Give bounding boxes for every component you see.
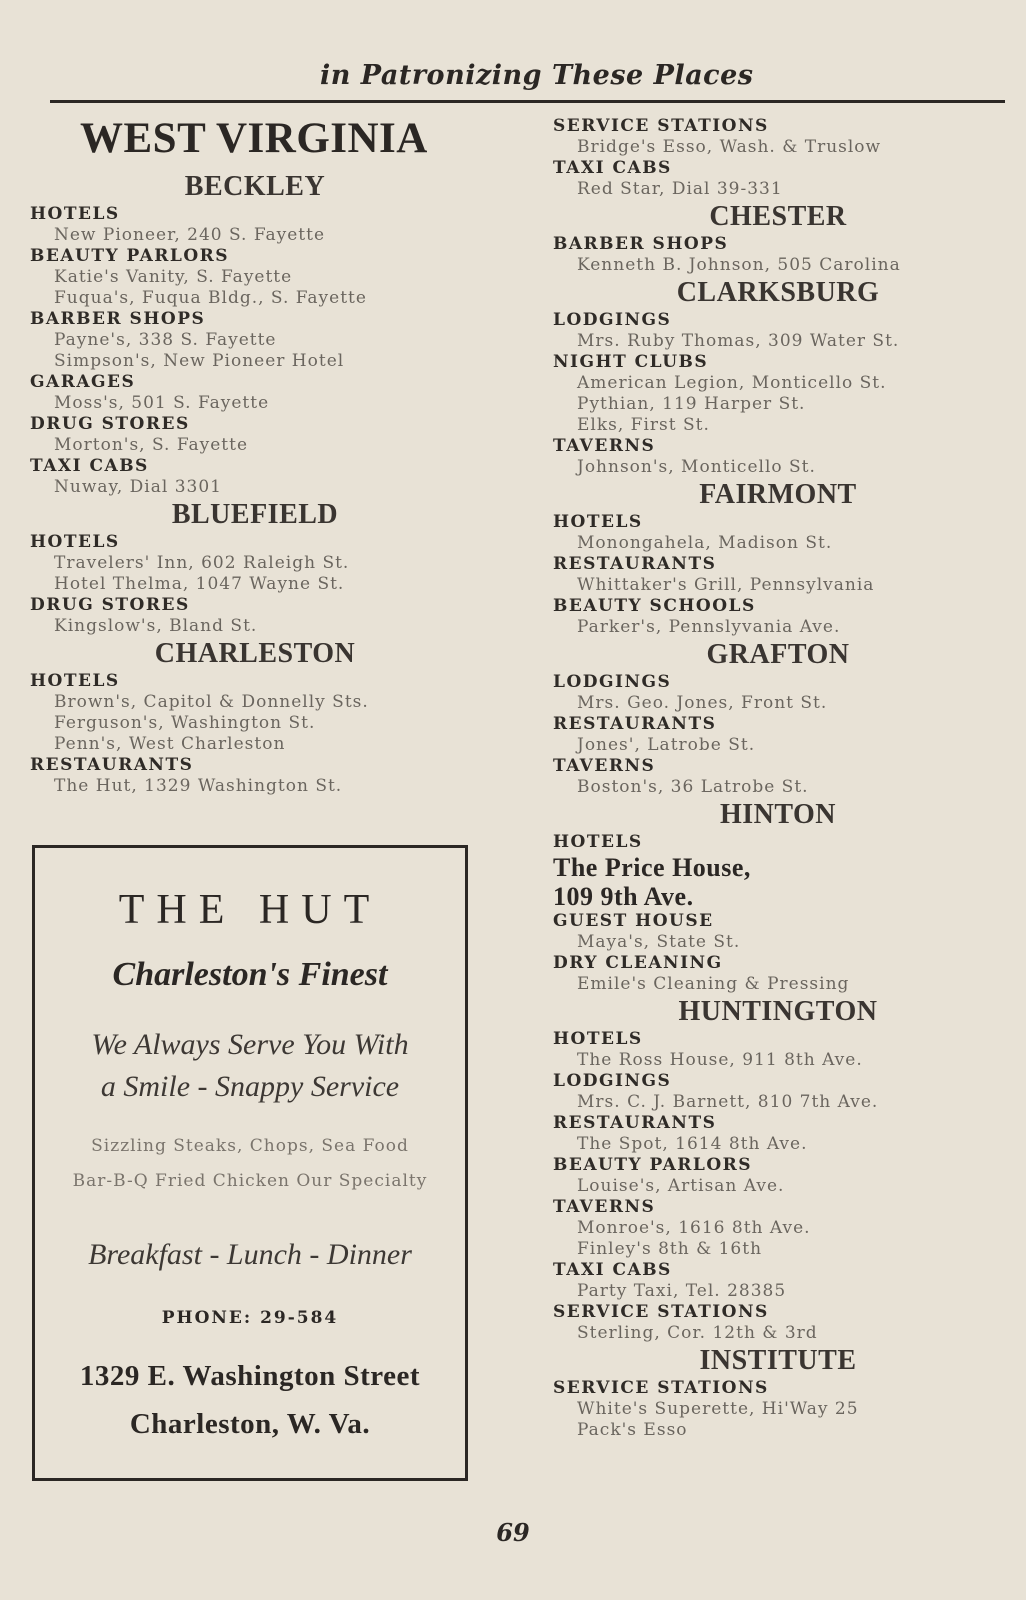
category-service-stations: SERVICE STATIONS: [553, 1378, 769, 1398]
listing-entry: Parker's, Pennslyvania Ave.: [577, 617, 841, 637]
listing-entry: Emile's Cleaning & Pressing: [577, 974, 850, 994]
listing-entry: Kingslow's, Bland St.: [54, 616, 258, 636]
listing-entry: Payne's, 338 S. Fayette: [54, 330, 277, 350]
ad-city-address: Charleston, W. Va.: [129, 1408, 371, 1440]
state-heading: WEST VIRGINIA: [80, 115, 428, 162]
category-restaurants: RESTAURANTS: [30, 755, 194, 775]
ad-slogan-line-2: a Smile - Snappy Service: [100, 1070, 400, 1103]
category-lodgings: LODGINGS: [553, 672, 672, 692]
category-barber-shops: BARBER SHOPS: [30, 309, 206, 329]
ad-slogan-line-1: We Always Serve You With: [91, 1028, 409, 1061]
featured-listing-entry: The Price House,: [553, 853, 751, 882]
listing-entry: Elks, First St.: [577, 415, 710, 435]
listing-entry: Red Star, Dial 39-331: [577, 179, 783, 199]
listing-entry: Party Taxi, Tel. 28385: [577, 1281, 787, 1301]
ad-business-name: THE HUT: [118, 887, 382, 933]
category-hotels: HOTELS: [553, 512, 643, 532]
listing-entry: Jones', Latrobe St.: [577, 735, 756, 755]
right-city-listings: [553, 200, 1003, 1441]
the-hut-advertisement: [32, 845, 468, 1481]
category-drug-stores: DRUG STORES: [30, 595, 190, 615]
category-hotels: HOTELS: [30, 204, 120, 224]
city-heading-huntington: HUNTINGTON: [678, 996, 878, 1027]
listing-entry: Finley's 8th & 16th: [577, 1239, 763, 1259]
listing-entry: Ferguson's, Washington St.: [54, 713, 316, 733]
listing-entry: The Ross House, 911 8th Ave.: [577, 1050, 863, 1070]
listing-entry: Katie's Vanity, S. Fayette: [54, 267, 293, 287]
listing-entry: Louise's, Artisan Ave.: [577, 1176, 785, 1196]
listing-entry: Fuqua's, Fuqua Bldg., S. Fayette: [54, 288, 367, 308]
listing-entry: American Legion, Monticello St.: [577, 373, 887, 393]
category-lodgings: LODGINGS: [553, 1071, 672, 1091]
listing-entry: Pythian, 119 Harper St.: [577, 394, 806, 414]
category-lodgings: LODGINGS: [553, 310, 672, 330]
category-taxi-cabs: TAXI CABS: [30, 456, 149, 476]
category-taverns: TAVERNS: [553, 436, 656, 456]
category-beauty-parlors: BEAUTY PARLORS: [553, 1155, 753, 1175]
category-guest-house: GUEST HOUSE: [553, 911, 714, 931]
listing-entry: White's Superette, Hi'Way 25: [577, 1399, 859, 1419]
category-night-clubs: NIGHT CLUBS: [553, 352, 709, 372]
ad-phone: PHONE: 29-584: [161, 1308, 339, 1328]
page-number: 69: [496, 1518, 530, 1547]
listing-entry: Mrs. Geo. Jones, Front St.: [577, 693, 828, 713]
category-service-stations: SERVICE STATIONS: [553, 116, 769, 136]
category-barber-shops: BARBER SHOPS: [553, 234, 729, 254]
listing-entry: Pack's Esso: [577, 1420, 688, 1440]
charleston-continued: [553, 116, 1003, 200]
city-heading-bluefield: BLUEFIELD: [171, 499, 339, 530]
ad-tagline: Charleston's Finest: [112, 956, 388, 993]
listing-entry: Travelers' Inn, 602 Raleigh St.: [54, 553, 350, 573]
category-service-stations: SERVICE STATIONS: [553, 1302, 769, 1322]
listing-entry: Moss's, 501 S. Fayette: [54, 393, 270, 413]
listing-entry: Monroe's, 1616 8th Ave.: [577, 1218, 811, 1238]
listing-entry: Mrs. Ruby Thomas, 309 Water St.: [577, 331, 900, 351]
category-beauty-parlors: BEAUTY PARLORS: [30, 246, 230, 266]
header-rule: [50, 100, 1005, 103]
listing-entry: New Pioneer, 240 S. Fayette: [54, 225, 326, 245]
listing-entry: Whittaker's Grill, Pennsylvania: [577, 575, 875, 595]
running-header-title: in Patronizing These Places: [320, 60, 754, 91]
category-restaurants: RESTAURANTS: [553, 714, 717, 734]
city-heading-fairmont: FAIRMONT: [699, 479, 857, 510]
ad-menu-line-2: Bar-B-Q Fried Chicken Our Specialty: [72, 1171, 428, 1191]
city-heading-institute: INSTITUTE: [699, 1345, 857, 1376]
listing-entry: Monongahela, Madison St.: [577, 533, 833, 553]
listing-entry: Simpson's, New Pioneer Hotel: [54, 351, 345, 371]
category-taverns: TAVERNS: [553, 1197, 656, 1217]
listing-entry: Bridge's Esso, Wash. & Truslow: [577, 137, 882, 157]
category-taxi-cabs: TAXI CABS: [553, 1260, 672, 1280]
listing-entry: Johnson's, Monticello St.: [577, 457, 816, 477]
listing-entry: The Spot, 1614 8th Ave.: [577, 1134, 808, 1154]
running-header: [40, 58, 1005, 102]
category-hotels: HOTELS: [30, 532, 120, 552]
listing-entry: Maya's, State St.: [577, 932, 741, 952]
listing-entry: Sterling, Cor. 12th & 3rd: [577, 1323, 818, 1343]
category-beauty-schools: BEAUTY SCHOOLS: [553, 596, 756, 616]
left-column: [30, 112, 480, 797]
category-hotels: HOTELS: [553, 1029, 643, 1049]
left-city-listings: [30, 170, 480, 797]
featured-listing-entry: 109 9th Ave.: [553, 882, 694, 911]
category-garages: GARAGES: [30, 372, 136, 392]
listing-entry: The Hut, 1329 Washington St.: [54, 776, 343, 796]
ad-meals: Breakfast - Lunch - Dinner: [88, 1238, 412, 1271]
category-taxi-cabs: TAXI CABS: [553, 158, 672, 178]
category-restaurants: RESTAURANTS: [553, 1113, 717, 1133]
category-dry-cleaning: DRY CLEANING: [553, 953, 723, 973]
listing-entry: Boston's, 36 Latrobe St.: [577, 777, 809, 797]
listing-entry: Hotel Thelma, 1047 Wayne St.: [54, 574, 345, 594]
city-heading-chester: CHESTER: [709, 201, 847, 232]
city-heading-clarksburg: CLARKSBURG: [676, 277, 880, 308]
city-heading-grafton: GRAFTON: [706, 639, 850, 670]
category-restaurants: RESTAURANTS: [553, 554, 717, 574]
category-taverns: TAVERNS: [553, 756, 656, 776]
listing-entry: Morton's, S. Fayette: [54, 435, 249, 455]
listing-entry: Kenneth B. Johnson, 505 Carolina: [577, 255, 901, 275]
category-drug-stores: DRUG STORES: [30, 414, 190, 434]
category-hotels: HOTELS: [553, 832, 643, 852]
listing-entry: Nuway, Dial 3301: [54, 477, 222, 497]
city-heading-charleston: CHARLESTON: [154, 638, 356, 669]
listing-entry: Penn's, West Charleston: [54, 734, 286, 754]
right-column: [553, 116, 1003, 1441]
listing-entry: Brown's, Capitol & Donnelly Sts.: [54, 692, 369, 712]
city-heading-beckley: BECKLEY: [184, 171, 326, 202]
ad-street-address: 1329 E. Washington Street: [79, 1360, 421, 1392]
ad-menu-line-1: Sizzling Steaks, Chops, Sea Food: [91, 1136, 409, 1156]
city-heading-hinton: HINTON: [719, 799, 837, 830]
listing-entry: Mrs. C. J. Barnett, 810 7th Ave.: [577, 1092, 879, 1112]
category-hotels: HOTELS: [30, 671, 120, 691]
